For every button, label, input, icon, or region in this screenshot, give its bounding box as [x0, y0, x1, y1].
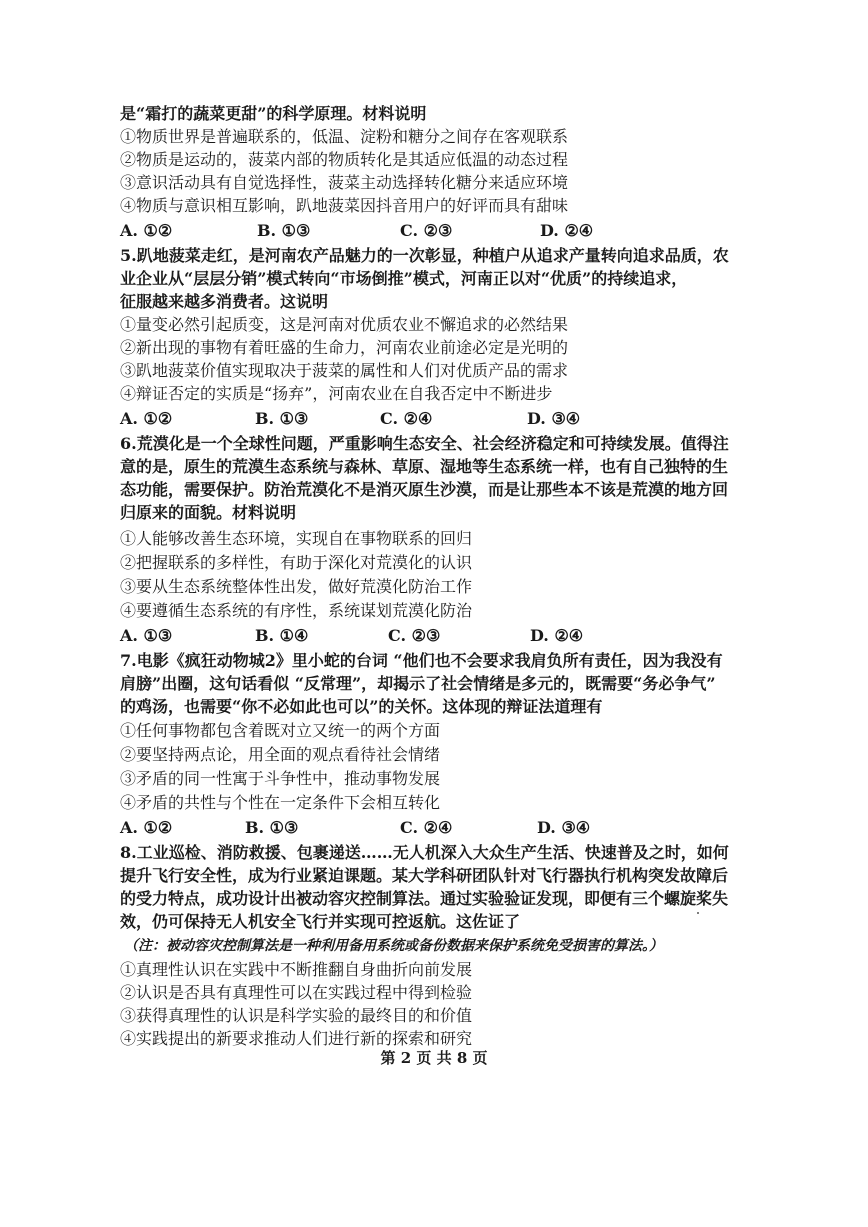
q7-statement-3: ③矛盾的同一性寓于斗争性中，推动事物发展	[120, 769, 441, 788]
q7-stem-line-3: 的鸡汤，也需要“你不必如此也可以”的关怀。这体现的辩证法道理有	[120, 697, 603, 716]
q8-statement-1: ①真理性认识在实践中不断推翻自身曲折向前发展	[120, 960, 473, 979]
q8-stem-line-3: 的受力特点，成功设计出被动容灾控制算法。通过实验验证发现，即便有三个螺旋桨失	[120, 889, 729, 908]
q5-stem-line-3: 征服越来越多消费者。这说明	[120, 292, 329, 311]
q6-stem-line-3: 态功能，需要保护。防治荒漠化不是消灭原生沙漠，而是让那些本不该是荒漠的地方回	[120, 480, 729, 499]
q6-stem-line-4: 归原来的面貌。材料说明	[120, 503, 297, 522]
q5-statement-3: ③趴地菠菜价值实现取决于菠菜的属性和人们对优质产品的需求	[120, 361, 569, 380]
q8-statement-3: ③获得真理性的认识是科学实验的最终目的和价值	[120, 1006, 473, 1025]
q5-option-a: A. ①②	[120, 409, 173, 428]
q4-option-c: C. ②③	[400, 221, 453, 240]
q8-note: （注：被动容灾控制算法是一种利用备用系统或备份数据来保护系统免受损害的算法。）	[124, 938, 663, 954]
q5-statement-4: ④辩证否定的实质是“扬弃”，河南农业在自我否定中不断进步	[120, 384, 553, 403]
q6-statement-2: ②把握联系的多样性，有助于深化对荒漠化的认识	[120, 553, 473, 572]
q7-option-c: C. ②④	[400, 818, 453, 837]
q6-option-b: B. ①④	[255, 626, 309, 645]
q5-stem-line-1: 5.趴地菠菜走红，是河南农产品魅力的一次彰显，种植户从追求产量转向追求品质，农	[120, 246, 729, 265]
q8-stem-line-2: 提升飞行安全性，成为行业紧迫课题。某大学科研团队针对飞行器执行机构突发故障后	[120, 866, 729, 885]
q7-stem-line-2: 肩膀”出圈，这句话看似 “反常理”，却揭示了社会情绪是多元的，既需要“务必争气”	[120, 674, 716, 693]
q7-option-a: A. ①②	[120, 818, 173, 837]
q4-stem-tail: 是“霜打的蔬菜更甜”的科学原理。材料说明	[120, 104, 427, 123]
q4-option-a: A. ①②	[120, 221, 173, 240]
q4-statement-1: ①物质世界是普遍联系的，低温、淀粉和糖分之间存在客观联系	[120, 127, 569, 146]
scan-speck	[697, 912, 699, 914]
q8-statement-2: ②认识是否具有真理性可以在实践过程中得到检验	[120, 983, 473, 1002]
q4-statement-2: ②物质是运动的，菠菜内部的物质转化是其适应低温的动态过程	[120, 150, 569, 169]
q8-statement-4: ④实践提出的新要求推动人们进行新的探索和研究	[120, 1029, 473, 1048]
q5-stem-line-2: 业企业从“层层分销”模式转向“市场倒推”模式，河南正以对“优质”的持续追求，	[120, 269, 688, 288]
q8-stem-line-4: 效，仍可保持无人机安全飞行并实现可控返航。这佐证了	[120, 912, 521, 931]
q7-option-b: B. ①③	[245, 818, 299, 837]
q6-option-a: A. ①③	[120, 626, 173, 645]
q5-statement-1: ①量变必然引起质变，这是河南对优质农业不懈追求的必然结果	[120, 315, 569, 334]
q7-statement-1: ①任何事物都包含着既对立又统一的两个方面	[120, 721, 441, 740]
page-number-footer: 第 2 页 共 8 页	[380, 1049, 488, 1067]
q5-option-c: C. ②④	[380, 409, 433, 428]
q4-option-d: D. ②④	[540, 221, 594, 240]
q7-statement-2: ②要坚持两点论，用全面的观点看待社会情绪	[120, 745, 441, 764]
q4-option-b: B. ①③	[257, 221, 311, 240]
q6-statement-3: ③要从生态系统整体性出发，做好荒漠化防治工作	[120, 577, 473, 596]
q6-option-d: D. ②④	[530, 626, 584, 645]
q6-stem-line-1: 6.荒漠化是一个全球性问题，严重影响生态安全、社会经济稳定和可持续发展。值得注	[120, 434, 729, 453]
q7-option-d: D. ③④	[537, 818, 591, 837]
q7-stem-line-1: 7.电影《疯狂动物城2》里小蛇的台词 “他们也不会要求我肩负所有责任，因为我没有	[120, 651, 723, 670]
q4-statement-4: ④物质与意识相互影响，趴地菠菜因抖音用户的好评而具有甜味	[120, 196, 569, 215]
q5-option-d: D. ③④	[527, 409, 581, 428]
q6-stem-line-2: 意的是，原生的荒漠生态系统与森林、草原、湿地等生态系统一样，也有自己独特的生	[120, 457, 729, 476]
q8-stem-line-1: 8.工业巡检、消防救援、包裹递送……无人机深入大众生产生活、快速普及之时，如何	[120, 843, 729, 862]
q6-statement-4: ④要遵循生态系统的有序性，系统谋划荒漠化防治	[120, 601, 473, 620]
q7-statement-4: ④矛盾的共性与个性在一定条件下会相互转化	[120, 793, 441, 812]
q6-statement-1: ①人能够改善生态环境，实现自在事物联系的回归	[120, 529, 473, 548]
q5-option-b: B. ①③	[255, 409, 309, 428]
q4-statement-3: ③意识活动具有自觉选择性，菠菜主动选择转化糖分来适应环境	[120, 173, 569, 192]
q6-option-c: C. ②③	[388, 626, 441, 645]
q5-statement-2: ②新出现的事物有着旺盛的生命力，河南农业前途必定是光明的	[120, 338, 569, 357]
